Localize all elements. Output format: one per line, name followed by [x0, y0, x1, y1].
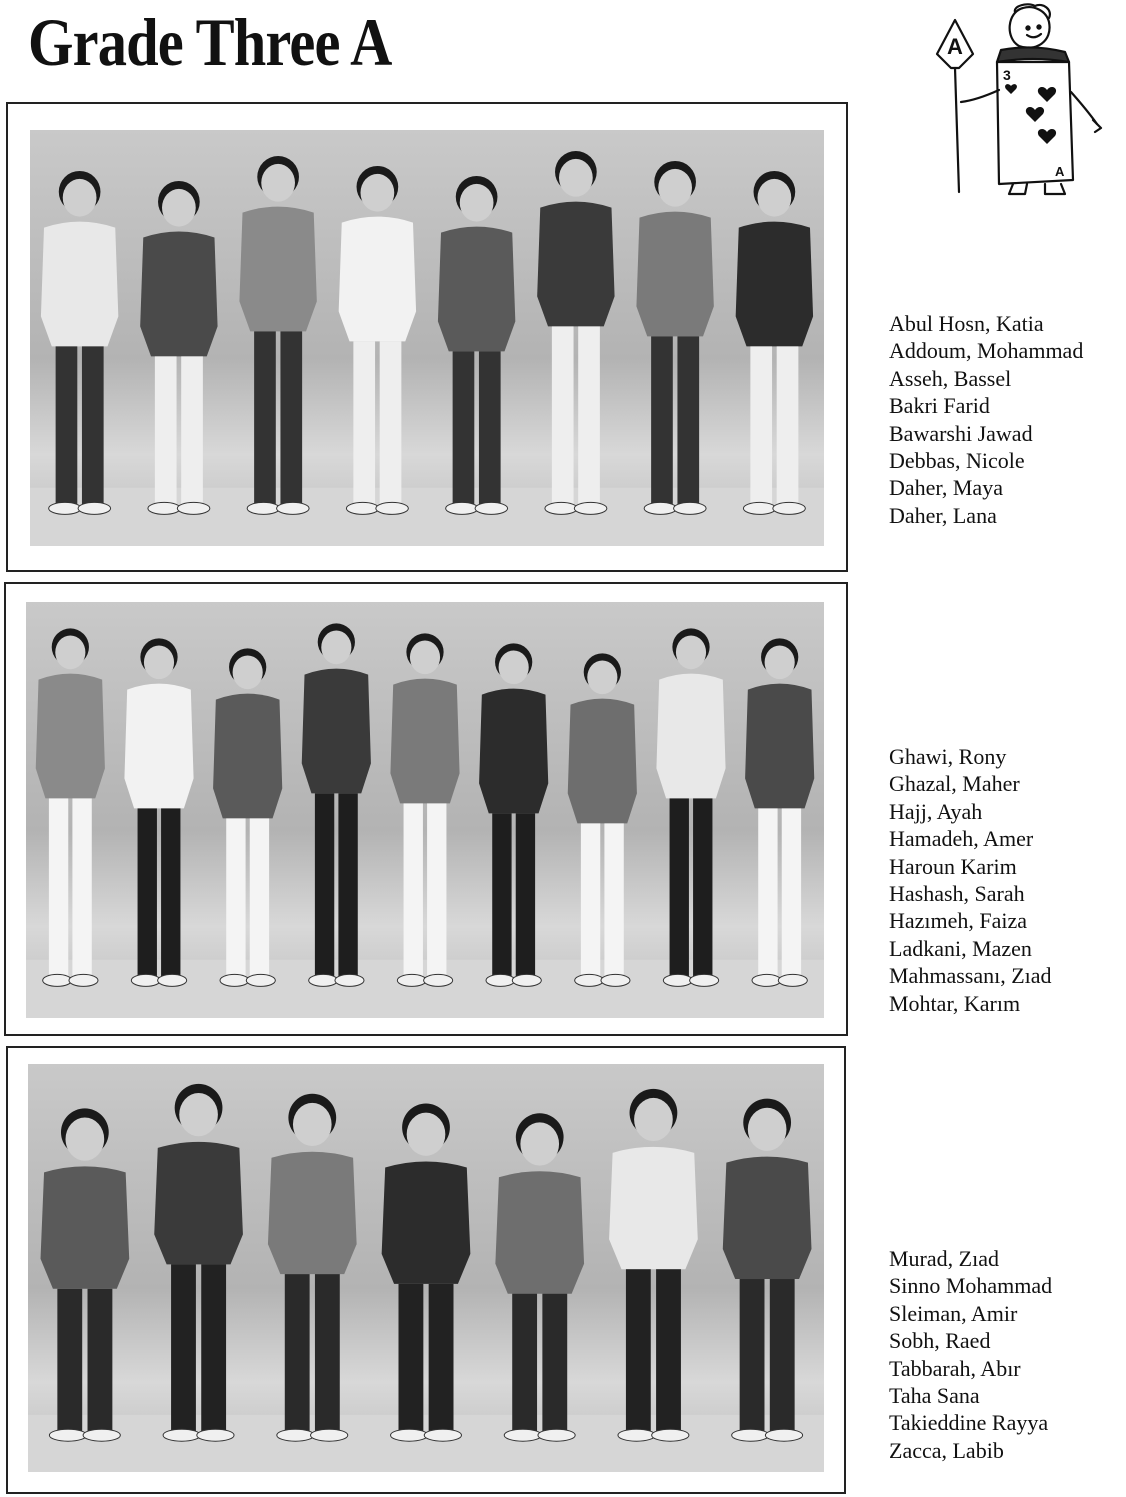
child-figure: [239, 156, 316, 514]
student-name: Haroun Karim: [889, 853, 1017, 879]
student-name: Addoum, Mohammad: [889, 338, 1084, 364]
child-figure: [656, 628, 725, 986]
student-name: Bakri Farid: [889, 393, 990, 419]
child-figure: [745, 638, 814, 986]
child-figure: [438, 176, 515, 514]
student-name: Abul Hosn, Katia: [889, 311, 1044, 336]
student-name: Daher, Maya: [889, 475, 1003, 501]
logo-card-number: 3: [1003, 67, 1011, 83]
child-figure: [302, 623, 371, 986]
class-photo-1-figures: [30, 130, 824, 546]
student-name: Ghazal, Maher: [889, 771, 1020, 797]
child-figure: [636, 161, 713, 514]
names-list-1: [889, 310, 1083, 529]
class-photo-3: [28, 1064, 824, 1472]
student-name: Zacca, Labib: [889, 1437, 1004, 1463]
child-figure: [723, 1099, 812, 1442]
child-figure: [736, 171, 813, 514]
child-figure: [124, 638, 193, 986]
student-name: Sleiman, Amir: [889, 1300, 1018, 1326]
child-figure: [568, 653, 637, 986]
child-figure: [36, 628, 105, 986]
names-list-2: [889, 743, 1052, 1017]
photo-floor: [28, 1415, 824, 1472]
student-name: Hashash, Sarah: [889, 881, 1025, 907]
child-figure: [537, 151, 614, 514]
logo-corner-letter: A: [1055, 164, 1065, 179]
student-name: Ghawi, Rony: [889, 744, 1007, 769]
class-photo-1: [30, 130, 824, 546]
child-figure: [41, 171, 118, 514]
child-figure: [609, 1089, 698, 1441]
student-name: Takieddine Rayya: [889, 1410, 1049, 1436]
student-name: Bawarshi Jawad: [889, 420, 1033, 446]
student-name: Taha Sana: [889, 1383, 980, 1409]
child-figure: [479, 643, 548, 986]
student-name: Hajj, Ayah: [889, 798, 983, 824]
photo-frame-2: [4, 582, 848, 1036]
photo-frame-3: [6, 1046, 846, 1494]
student-name: Ladkani, Mazen: [889, 935, 1032, 961]
child-figure: [268, 1094, 357, 1441]
child-figure: [339, 166, 416, 514]
student-name: Debbas, Nicole: [889, 448, 1025, 474]
playing-card-character-icon: [915, 2, 1115, 198]
child-figure: [154, 1084, 243, 1441]
student-name: Tabbarah, Abır: [889, 1355, 1021, 1381]
child-figure: [213, 648, 282, 986]
student-name: Mohtar, Karım: [889, 990, 1021, 1016]
child-figure: [390, 633, 459, 986]
student-name: Murad, Zıad: [889, 1246, 999, 1271]
student-name: Mahmassanı, Zıad: [889, 963, 1052, 989]
student-name: Hazımeh, Faiza: [889, 908, 1028, 934]
child-figure: [140, 181, 217, 514]
child-figure: [495, 1113, 584, 1441]
class-photo-2-figures: [26, 602, 824, 1018]
class-photo-2: [26, 602, 824, 1018]
student-name: Daher, Lana: [889, 502, 997, 528]
logo-card-letter: A: [947, 34, 963, 59]
photo-frame-1: [6, 102, 848, 572]
names-list-3: [889, 1245, 1052, 1464]
student-name: Hamadeh, Amer: [889, 826, 1034, 852]
child-figure: [382, 1104, 471, 1442]
child-figure: [41, 1108, 130, 1441]
photo-floor: [30, 488, 824, 546]
student-name: Sobh, Raed: [889, 1328, 991, 1354]
student-name: Asseh, Bassel: [889, 365, 1012, 391]
page-title: Grade Three A: [28, 4, 392, 80]
student-name: Sinno Mohammad: [889, 1273, 1053, 1299]
class-photo-3-figures: [28, 1064, 824, 1472]
